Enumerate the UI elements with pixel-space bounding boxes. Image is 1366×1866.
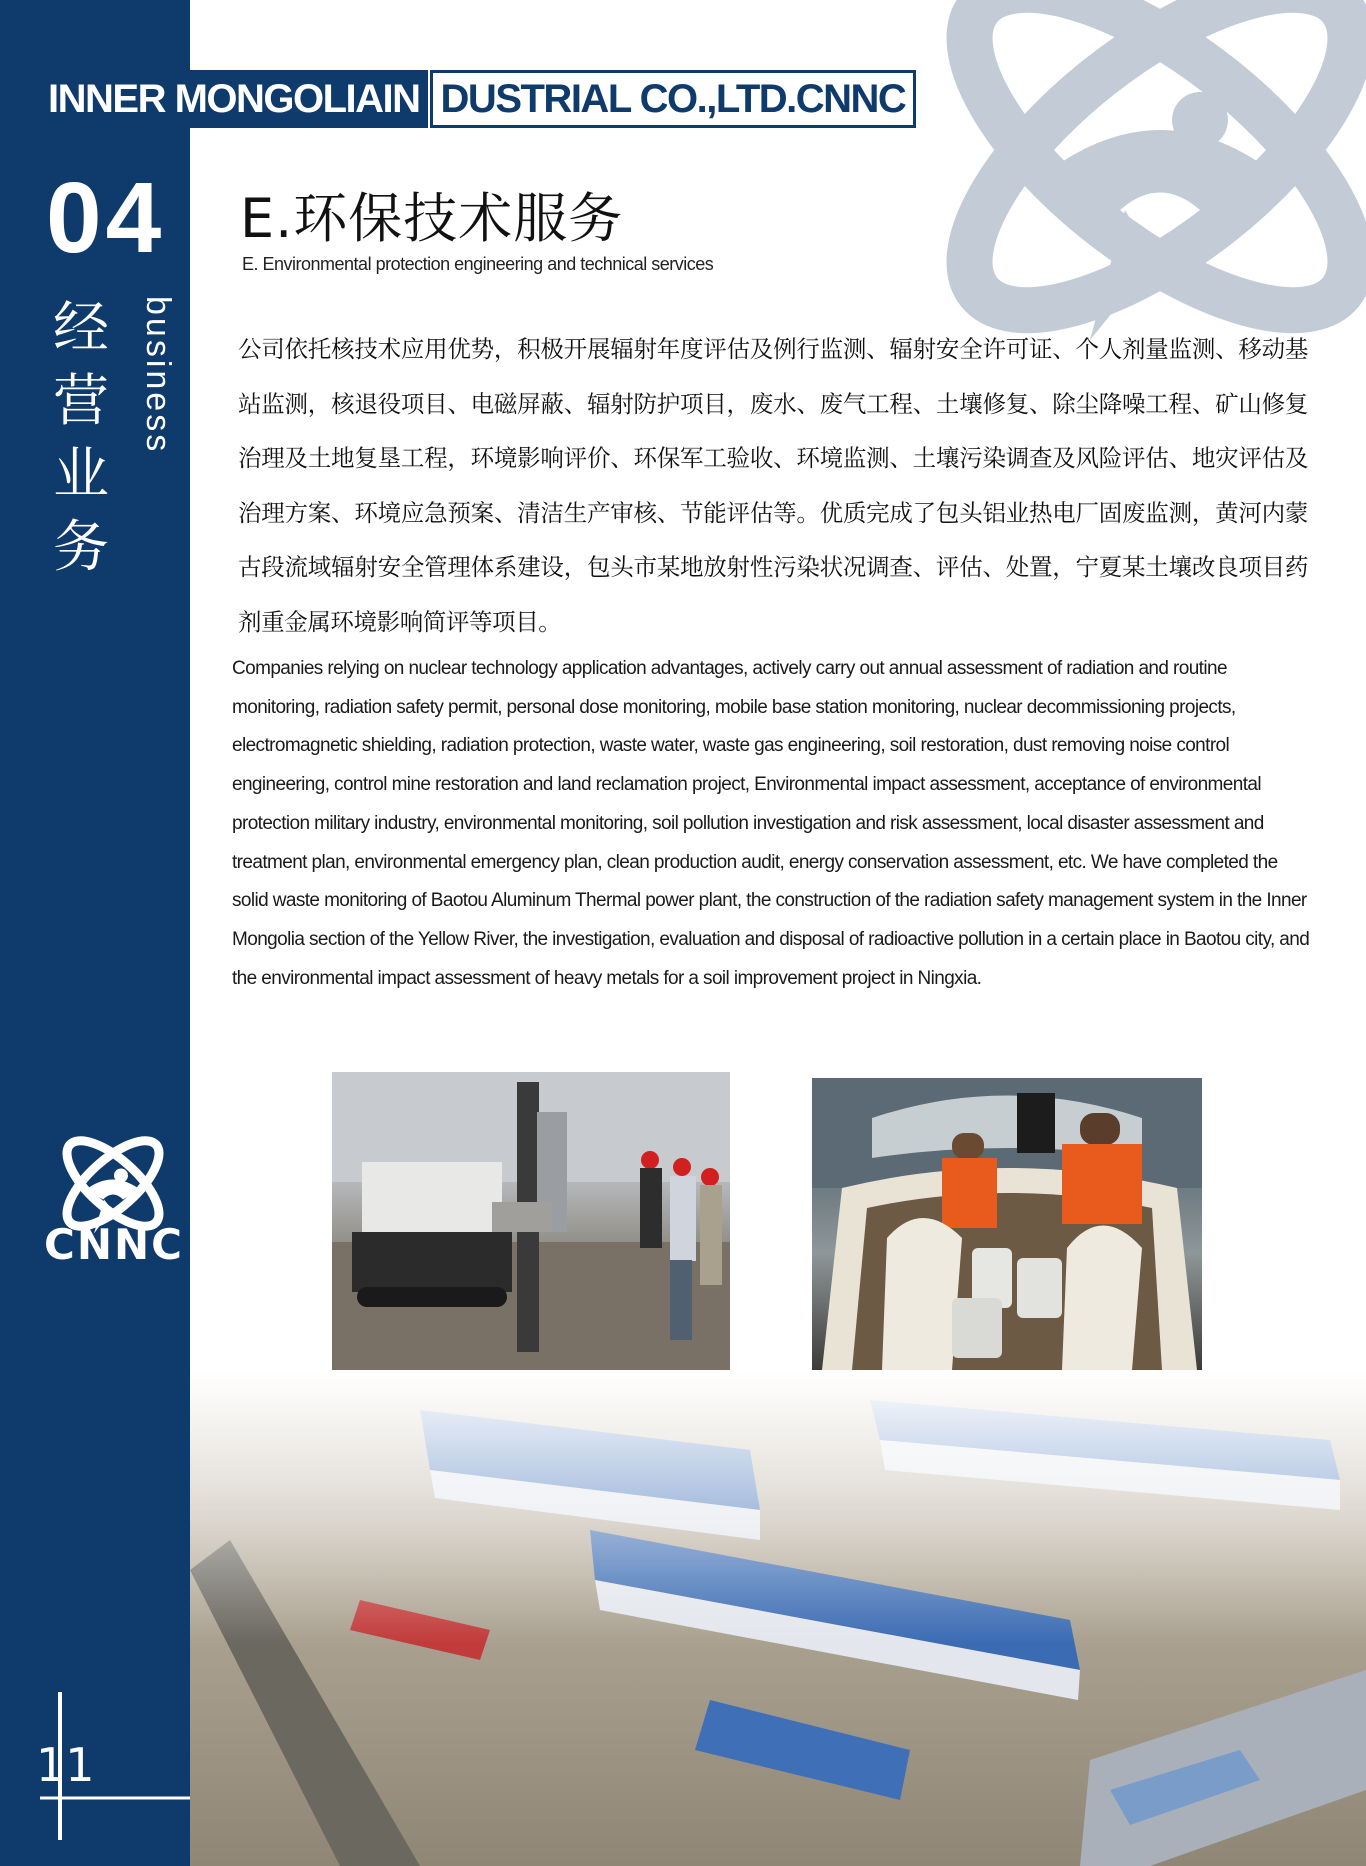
cnnc-logo-text: CNNC — [44, 1220, 184, 1269]
photo-drilling-rig — [332, 1072, 730, 1370]
page-number: 11 — [36, 1738, 95, 1792]
section-number: 04 — [46, 162, 166, 274]
page-subtitle: E. Environmental protection engineering and technical services — [242, 254, 714, 274]
header-company-right: DUSTRIAL CO.,LTD.CNNC — [430, 70, 917, 128]
section-label-chinese: 经营业务 — [53, 296, 109, 580]
body-paragraph-english: Companies relying on nuclear technology application advantages, actively carry out annual assessment of radiation and routine monitoring, radiation safety permit, personal dose monitoring, mobile base station monitoring, nuclear decommissioning projects, electromagnetic shielding, radiation protection, waste water, waste gas engineering, soil restoration, dust removing noise control engineering, control mine restoration and land reclamation project, Environmental impact assessment, acceptance of environmental protection military industry, environmental monitoring, soil pollution investigation and risk assessment, local disaster assessment and treatment plan, environmental emergency plan, clean production audit, energy conservation assessment, etc. We have completed the solid waste monitoring of Baotou Aluminum Thermal power plant, the construction of the radiation safety management system in the Inner Mongolia section of the Yellow River, the investigation, evaluation and disposal of radioactive pollution in a certain place in Baotou city, and the environmental impact assessment of heavy metals for a soil improvement project in Ningxia. — [232, 658, 1310, 989]
section-label-english: business — [139, 296, 177, 455]
sidebar-band — [0, 0, 190, 1866]
aerial-factory-photo — [190, 1370, 1366, 1866]
photo-water-sampling — [812, 1078, 1202, 1370]
page-title: E.环保技术服务 — [240, 187, 624, 250]
body-paragraph-chinese: 公司依托核技术应用优势，积极开展辐射年度评估及例行监测、辐射安全许可证、个人剂量监测、移动基站监测，核退役项目、电磁屏蔽、辐射防护项目，废水、废气工程、土壤修复、除尘降噪工程、矿山修复治理及土地复垦工程，环境影响评价、环保军工验收、环境监测、土壤污染调查及风险评估、地灾评估及治理方案、环境应急预案、清洁生产审核、节能评估等。优质完成了包头铝业热电厂固废监测，黄河内蒙古段流域辐射安全管理体系建设，包头市某地放射性污染状况调查、评估、处置，宁夏某土壤改良项目药剂重金属环境影响简评等项目。 — [238, 335, 1308, 636]
header-banner — [0, 70, 916, 128]
header-company-left: INNER MONGOLIAIN — [0, 70, 430, 128]
